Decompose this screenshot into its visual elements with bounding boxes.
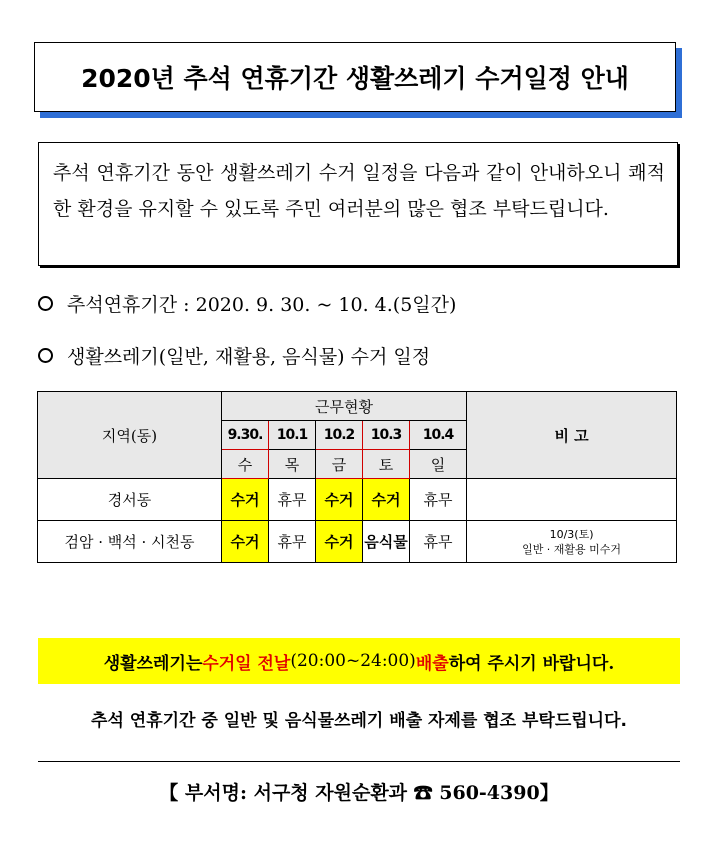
divider	[38, 761, 680, 762]
schedule-table	[37, 391, 677, 563]
intro-text: 추석 연휴기간 동안 생활쓰레기 수거 일정을 다음과 같이 안내하오니 쾌적한 환경을 유지할 수 있도록 주민 여러분의 많은 협조 부탁드립니다.	[38, 142, 678, 266]
status-cell: 음식물	[363, 521, 410, 563]
date-cell: 10.1	[269, 421, 316, 450]
status-cell: 수거	[363, 479, 410, 521]
note-line: 일반 · 재활용 미수거	[522, 542, 622, 556]
region-cell: 검암 · 백석 · 시천동	[38, 521, 222, 563]
region-cell: 경서동	[38, 479, 222, 521]
day-cell: 금	[316, 450, 363, 479]
date-cell: 9.30.	[222, 421, 269, 450]
circle-bullet-icon	[38, 348, 53, 363]
note-cell	[467, 521, 677, 563]
page-title: 2020년 추석 연휴기간 생활쓰레기 수거일정 안내	[81, 64, 629, 93]
note-line: 10/3(토)	[549, 527, 594, 541]
note-header: 비 고	[467, 392, 677, 479]
department-info: 【 부서명: 서구청 자원순환과 ☎ 560-4390】	[159, 782, 559, 804]
date-cell: 10.2	[316, 421, 363, 450]
day-cell: 토	[363, 450, 410, 479]
day-cell: 일	[410, 450, 467, 479]
status-cell: 휴무	[410, 521, 467, 563]
date-cell: 10.3	[363, 421, 410, 450]
notice-highlight: 배출	[415, 653, 449, 674]
table-row	[38, 479, 677, 521]
status-cell: 수거	[316, 479, 363, 521]
notice-part: 생활쓰레기는	[103, 653, 203, 674]
circle-bullet-icon	[38, 296, 53, 311]
date-cell: 10.4	[410, 421, 467, 450]
notice-part: 하여 주시기 바랍니다.	[448, 653, 615, 674]
bullet-text: 생활쓰레기(일반, 재활용, 음식물) 수거 일정	[67, 346, 431, 368]
status-cell: 휴무	[269, 521, 316, 563]
cooperation-notice: 추석 연휴기간 중 일반 및 음식물쓰레기 배출 자제를 협조 부탁드립니다.	[91, 711, 627, 731]
note-cell	[467, 479, 677, 521]
day-cell: 목	[269, 450, 316, 479]
status-cell: 수거	[222, 521, 269, 563]
day-cell: 수	[222, 450, 269, 479]
table-row	[38, 521, 677, 563]
title-box	[34, 42, 676, 112]
notice-time: (20:00~24:00)	[290, 651, 416, 671]
work-header: 근무현황	[222, 392, 467, 421]
bullet-holiday-period	[38, 290, 456, 317]
status-cell: 수거	[316, 521, 363, 563]
status-cell: 휴무	[269, 479, 316, 521]
bullet-schedule	[38, 342, 430, 369]
notice-highlight: 수거일 전날	[202, 653, 291, 674]
disposal-notice	[38, 638, 680, 684]
status-cell: 휴무	[410, 479, 467, 521]
bullet-text: 추석연휴기간 : 2020. 9. 30. ~ 10. 4.(5일간)	[67, 294, 457, 316]
status-cell: 수거	[222, 479, 269, 521]
region-header: 지역(동)	[38, 392, 222, 479]
